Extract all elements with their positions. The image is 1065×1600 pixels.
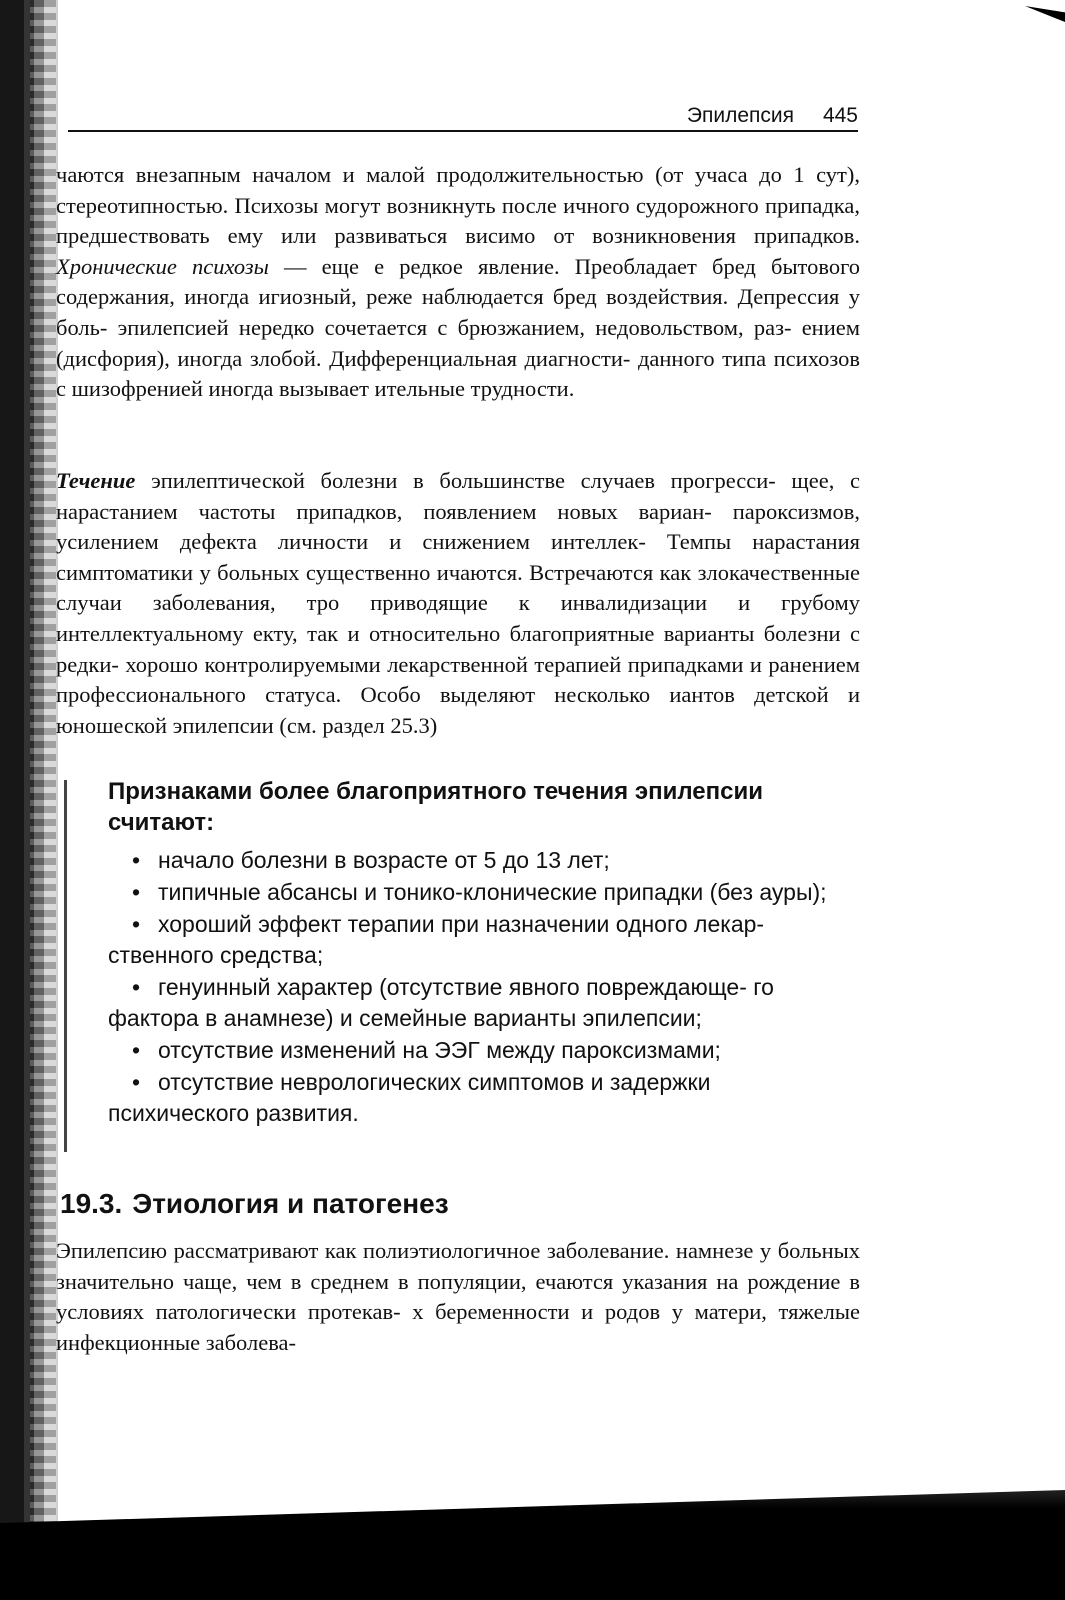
lead-term-course: Течение (56, 468, 136, 493)
criteria-list (108, 845, 858, 1129)
section-title: Этиология и патогенез (132, 1188, 449, 1219)
bullet-icon: • (132, 974, 141, 1000)
bullet-icon: • (132, 879, 141, 905)
bullet-icon: • (132, 911, 141, 937)
paragraph-etiology (56, 1236, 860, 1358)
paragraph-psychoses (56, 160, 860, 405)
list-item (108, 1035, 858, 1066)
list-item-text: генуинный характер (отсутствие явного повреждающе- го фактора в анамнезе) и семейные варианты эпилепсии; (108, 974, 774, 1031)
scan-bottom-shadow (0, 1490, 1065, 1600)
running-title: Эпилепсия (686, 104, 794, 127)
section-heading (60, 1188, 449, 1220)
section-number: 19.3. (60, 1188, 123, 1219)
page-number: 445 (822, 104, 858, 127)
scan-binding-shadow (0, 0, 58, 1600)
list-item (108, 1067, 858, 1129)
list-item-text: начало болезни в возрасте от 5 до 13 лет; (158, 847, 610, 873)
paragraph-text: эпилептической болезни в большинстве случаев прогресси- щее, с нарастанием частоты припадков, появлением новых вариан- пароксизмов, усилением дефекта личности и снижением интеллек- Темпы нарастания симптоматики у больных существенно ичаются. Встречаются как злокачественные случаи заболевания, тро приводящие к инвалидизации и грубому интеллектуальному екту, так и относительно благоприятные варианты болезни с редки- хорошо контролируемыми лекарственной терапией припадками и ранением профессионального статуса. Особо выделяют несколько иантов детской и юношеской эпилепсии (см. раздел 25.3) (56, 468, 860, 738)
running-header (68, 100, 858, 132)
bullet-icon: • (132, 1069, 141, 1095)
emphasis-chronic-psychoses: Хронические психозы (56, 253, 269, 279)
list-item-text: отсутствие изменений на ЭЭГ между пароксизмами; (158, 1037, 721, 1063)
bullet-icon: • (132, 847, 141, 873)
paragraph-course (56, 466, 860, 741)
paragraph-text: — еще е редкое явление. Преобладает бред бытового содержания, иногда игиозный, реже наблюдается бред воздействия. Депрессия у боль- эпилепсией нередко сочетается с брюзжанием, недовольством, раз- ением (дисфория), иногда злобой. Дифференциальная диагности- данного типа психозов с шизофренией иногда вызывает ительные трудности. (56, 253, 860, 402)
list-item (108, 845, 858, 876)
paragraph-text: чаются внезапным началом и малой продолжительностью (от учаса до 1 сут), стереотипностью. Психозы могут возникнуть после ичного судорожного припадка, предшествовать ему или развиваться висимо от возникновения припадков. (56, 162, 860, 249)
paragraph-text: Эпилепсию рассматривают как полиэтиологичное заболевание. намнезе у больных значительно чаще, чем в среднем в популяции, ечаются указания на рождение в условиях патологически протекав- х беременности и родов у матери, тяжелые инфекционные заболева- (56, 1238, 860, 1355)
list-item (108, 909, 858, 971)
list-item (108, 877, 858, 908)
box-heading: Признаками более благоприятного течения эпилепсии считают: (108, 778, 763, 836)
list-item-text: отсутствие неврологических симптомов и задержки психического развития. (108, 1069, 711, 1126)
list-item-text: хороший эффект терапии при назначении одного лекар- ственного средства; (108, 911, 765, 968)
favorable-course-box (64, 776, 860, 1156)
bullet-icon: • (132, 1037, 141, 1063)
box-content (108, 776, 858, 1130)
list-item (108, 972, 858, 1034)
box-left-rule (64, 780, 67, 1152)
list-item-text: типичные абсансы и тонико-клонические припадки (без ауры); (158, 879, 827, 905)
scan-corner-mark (1025, 6, 1065, 22)
